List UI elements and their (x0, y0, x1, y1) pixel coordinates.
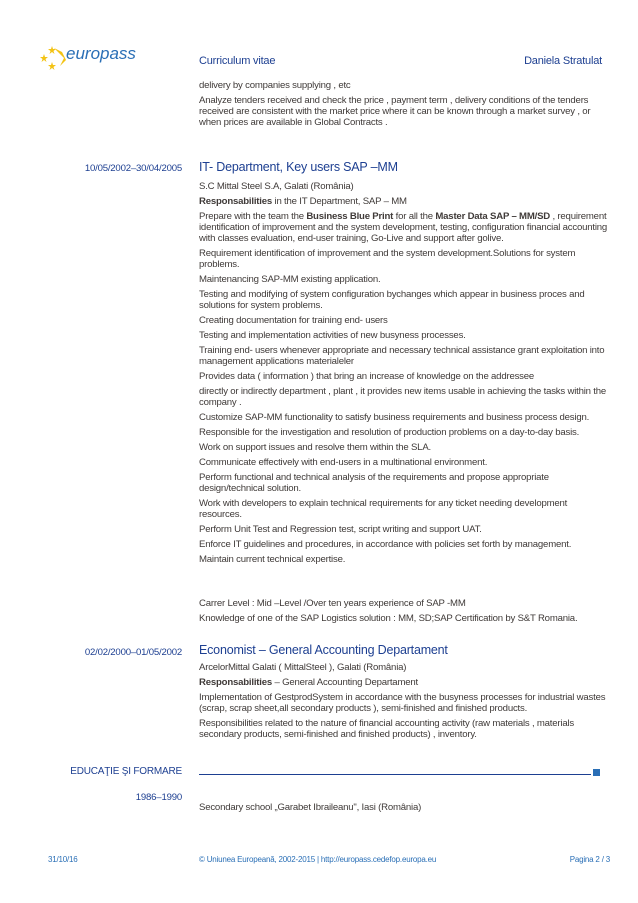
education-block (199, 802, 609, 817)
job1-title: IT- Department, Key users SAP –MM (199, 160, 398, 174)
section-divider (199, 774, 591, 775)
intro-block (199, 80, 609, 132)
sap-knowledge: Knowledge of one of the SAP Logistics solution : MM, SD;SAP Certification by S&T Romania. (199, 613, 578, 624)
list-item: Training end- users whenever appropriate and necessary technical assistance grant exploitation into management applications materialeler (199, 345, 605, 367)
person-name: Daniela Stratulat (524, 55, 602, 67)
list-item: Implementation of GestprodSystem in accordance with the busyness processes for industrial wastes (scrap, scrap sheet,all secondary products ), semi-finished and finished products. (199, 692, 606, 714)
list-item: Maintain current technical expertise. (199, 554, 346, 565)
footer-page-number: Pagina 2 / 3 (569, 855, 610, 864)
list-item: Perform Unit Test and Regression test, script writing and support UAT. (199, 524, 482, 535)
doc-title: Curriculum vitae (199, 55, 276, 67)
job2-responsibilities: Responsabilities – General Accounting Departament (199, 677, 418, 688)
job1-employer: S.C Mittal Steel S.A, Galati (România) (199, 181, 354, 192)
education-dates: 1986–1990 (135, 792, 182, 803)
footer-copyright: © Uniunea Europeană, 2002-2015 | http://europass.cedefop.europa.eu (199, 855, 437, 864)
job1-extra (199, 598, 609, 628)
list-item: Perform functional and technical analysis of the requirements and propose appropriate design/technical solution. (199, 472, 549, 494)
job2-block (199, 662, 609, 744)
list-item: Requirement identification of improvement and the system development.Solutions for system problems. (199, 248, 576, 270)
job2-dates: 02/02/2000–01/05/2002 (84, 647, 182, 658)
list-item: Responsible for the investigation and resolution of production problems on a day-to-day basis. (199, 427, 580, 438)
job1-items (199, 248, 609, 565)
job2-employer: ArcelorMittal Galati ( MittalSteel ), Galati (România) (199, 662, 407, 673)
list-item: Enforce IT guidelines and procedures, in accordance with policies set forth by management. (199, 539, 572, 550)
list-item: Responsibilities related to the nature of financial accounting activity (raw materials , materials secondary products, semi-finished and finished products) , inventory. (199, 718, 574, 740)
career-level: Carrer Level : Mid –Level /Over ten years experience of SAP -MM (199, 598, 466, 609)
job2-items (199, 692, 609, 740)
intro-paragraph: delivery by companies supplying , etc (199, 80, 351, 91)
job1-prepare: Prepare with the team the Business Blue Print for all the Master Data SAP – MM/SD , requirement identification of improvement and the system development, testing, configuration financial accounting with classes evaluation, end-user training, Go-Live and support after golive. (199, 211, 608, 244)
footer-date: 31/10/16 (48, 855, 78, 864)
list-item: Creating documentation for training end- users (199, 315, 388, 326)
education-section-label: EDUCAŢIE ŞI FORMARE (70, 766, 182, 777)
list-item: Testing and implementation activities of new busyness processes. (199, 330, 466, 341)
job1-block (199, 181, 609, 569)
list-item: Communicate effectively with end-users in a multinational environment. (199, 457, 488, 468)
list-item: Maintenancing SAP-MM existing application. (199, 274, 381, 285)
logo-wordmark: europass (66, 44, 136, 63)
list-item: directly or indirectly department , plant , it provides new items usable in achieving the tasks within the company . (199, 386, 606, 408)
job1-dates: 10/05/2002–30/04/2005 (84, 163, 182, 174)
job2-title: Economist – General Accounting Departament (199, 643, 448, 657)
list-item: Provides data ( information ) that bring an increase of knowledge on the addressee (199, 371, 535, 382)
intro-paragraph: Analyze tenders received and check the price , payment term , delivery conditions of the tenders received are consistent with the market price where it can be known through a market survey , or when prices are available in Global Contracts . (199, 95, 591, 128)
job1-responsibilities: Responsabilities in the IT Department, SAP – MM (199, 196, 407, 207)
list-item: Customize SAP-MM functionality to satisfy business requirements and business process design. (199, 412, 590, 423)
list-item: Work on support issues and resolve them within the SLA. (199, 442, 431, 453)
education-school: Secondary school „Garabet Ibraileanu", Iasi (România) (199, 802, 422, 813)
list-item: Work with developers to explain technical requirements for any ticket needing development resources. (199, 498, 568, 520)
list-item: Testing and modifying of system configuration bychanges which appear in business proces and solutions for system problems. (199, 289, 585, 311)
section-marker (593, 769, 600, 776)
